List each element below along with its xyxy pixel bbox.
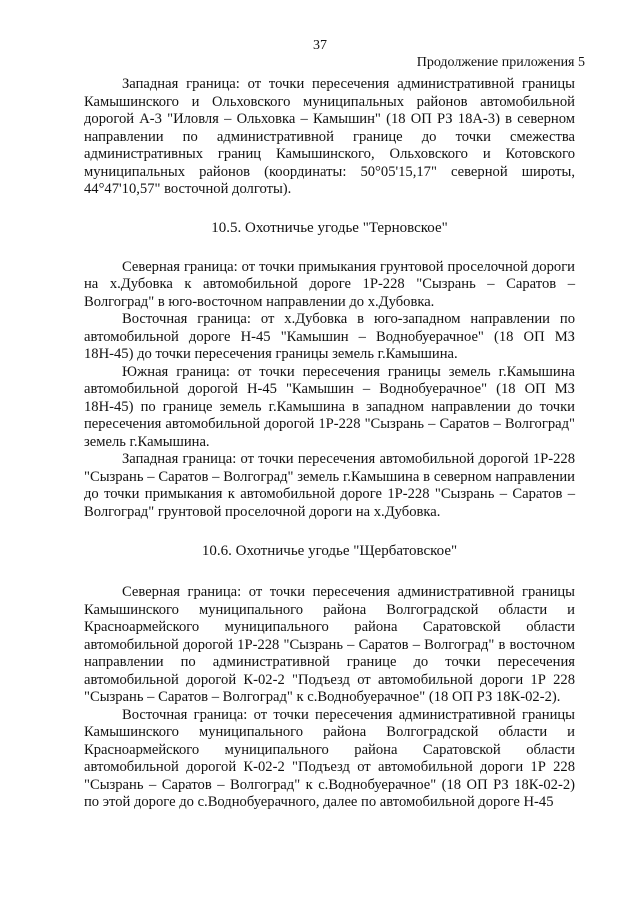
page-number: 37 [313,38,327,53]
paragraph-west-border: Западная граница: от точки пересечения автомобильной дорогой 1Р-228 "Сызрань – Саратов – Волгоград" земель г.Камышина в северном направлении до точки примыкания к автомобильной дороге 1Р-228 "Сызрань – Саратов – Волгоград" грунтовой проселочной дороги на х.Дубовка. [84,451,575,520]
document-body [84,76,575,812]
paragraph-east-border: Восточная граница: от х.Дубовка в юго-западном направлении по автомобильной дороге Н-45 "Камышин – Воднобуерачное" (18 ОП МЗ 18Н-45) до точки пересечения границы земель г.Камышина. [84,311,575,362]
paragraph-north-border: Северная граница: от точки пересечения административной границы Камышинского муниципального района Волгоградской области и Красноармейского муниципального района Саратовской области автомобильной дорогой 1Р-228 "Сызрань – Саратов – Волгоград" в восточном направлении по административной границе до точки пересечения автомобильной дорогой К-02-2 "Подъезд от автомобильной дороги 1Р 228 "Сызрань – Саратов – Волгоград" к с.Воднобуерачное" (18 ОП РЗ 18К-02-2). [84,584,575,705]
paragraph-east-border: Восточная граница: от точки пересечения административной границы Камышинского муниципального района Волгоградской области и Красноармейского муниципального района Саратовской области автомобильной дорогой К-02-2 "Подъезд от автомобильной дороги 1Р 228 "Сызрань – Саратов – Волгоград" к с.Воднобуерачное" (18 ОП РЗ 18К-02-2) по этой дороге до с.Воднобуерачного, далее по автомобильной дороге Н-45 [84,706,575,810]
paragraph-south-border: Южная граница: от точки пересечения границы земель г.Камышина автомобильной дорогой Н-45 "Камышин – Воднобуерачное" (18 ОП МЗ 18Н-45) по границе земель г.Камышина в западном направлении до точки пересечения автомобильной дорогой 1Р-228 "Сызрань – Саратов – Волгоград" земель г.Камышина. [84,363,575,450]
section-10-5-ternovskoe [84,219,575,522]
paragraph-west-border: Западная граница: от точки пересечения административной границы Камышинского и Ольховского муниципальных районов автомобильной дорогой А-3 "Иловля – Ольховка – Камышин" (18 ОП РЗ 18А-3) в северном направлении по административной границе до точки смежества административных границ Камышинского, Ольховского и Котовского муниципальных районов (координаты: 50°05'15,17" северной широты, 44°47'10,57" восточной долготы). [84,76,575,197]
paragraph-north-border: Северная граница: от точки примыкания грунтовой проселочной дороги на х.Дубовка к автомобильной дороге 1Р-228 "Сызрань – Саратов – Волгоград" в юго-восточном направлении до х.Дубовка. [84,258,575,310]
section-10-6-shcherbatovskoe [84,542,575,812]
section-heading: 10.5. Охотничье угодье "Терновское" [211,219,448,236]
continuation-note: Продолжение приложения 5 [416,55,585,70]
section-heading: 10.6. Охотничье угодье "Щербатовское" [201,543,458,559]
section-prev-continuation [84,76,575,199]
